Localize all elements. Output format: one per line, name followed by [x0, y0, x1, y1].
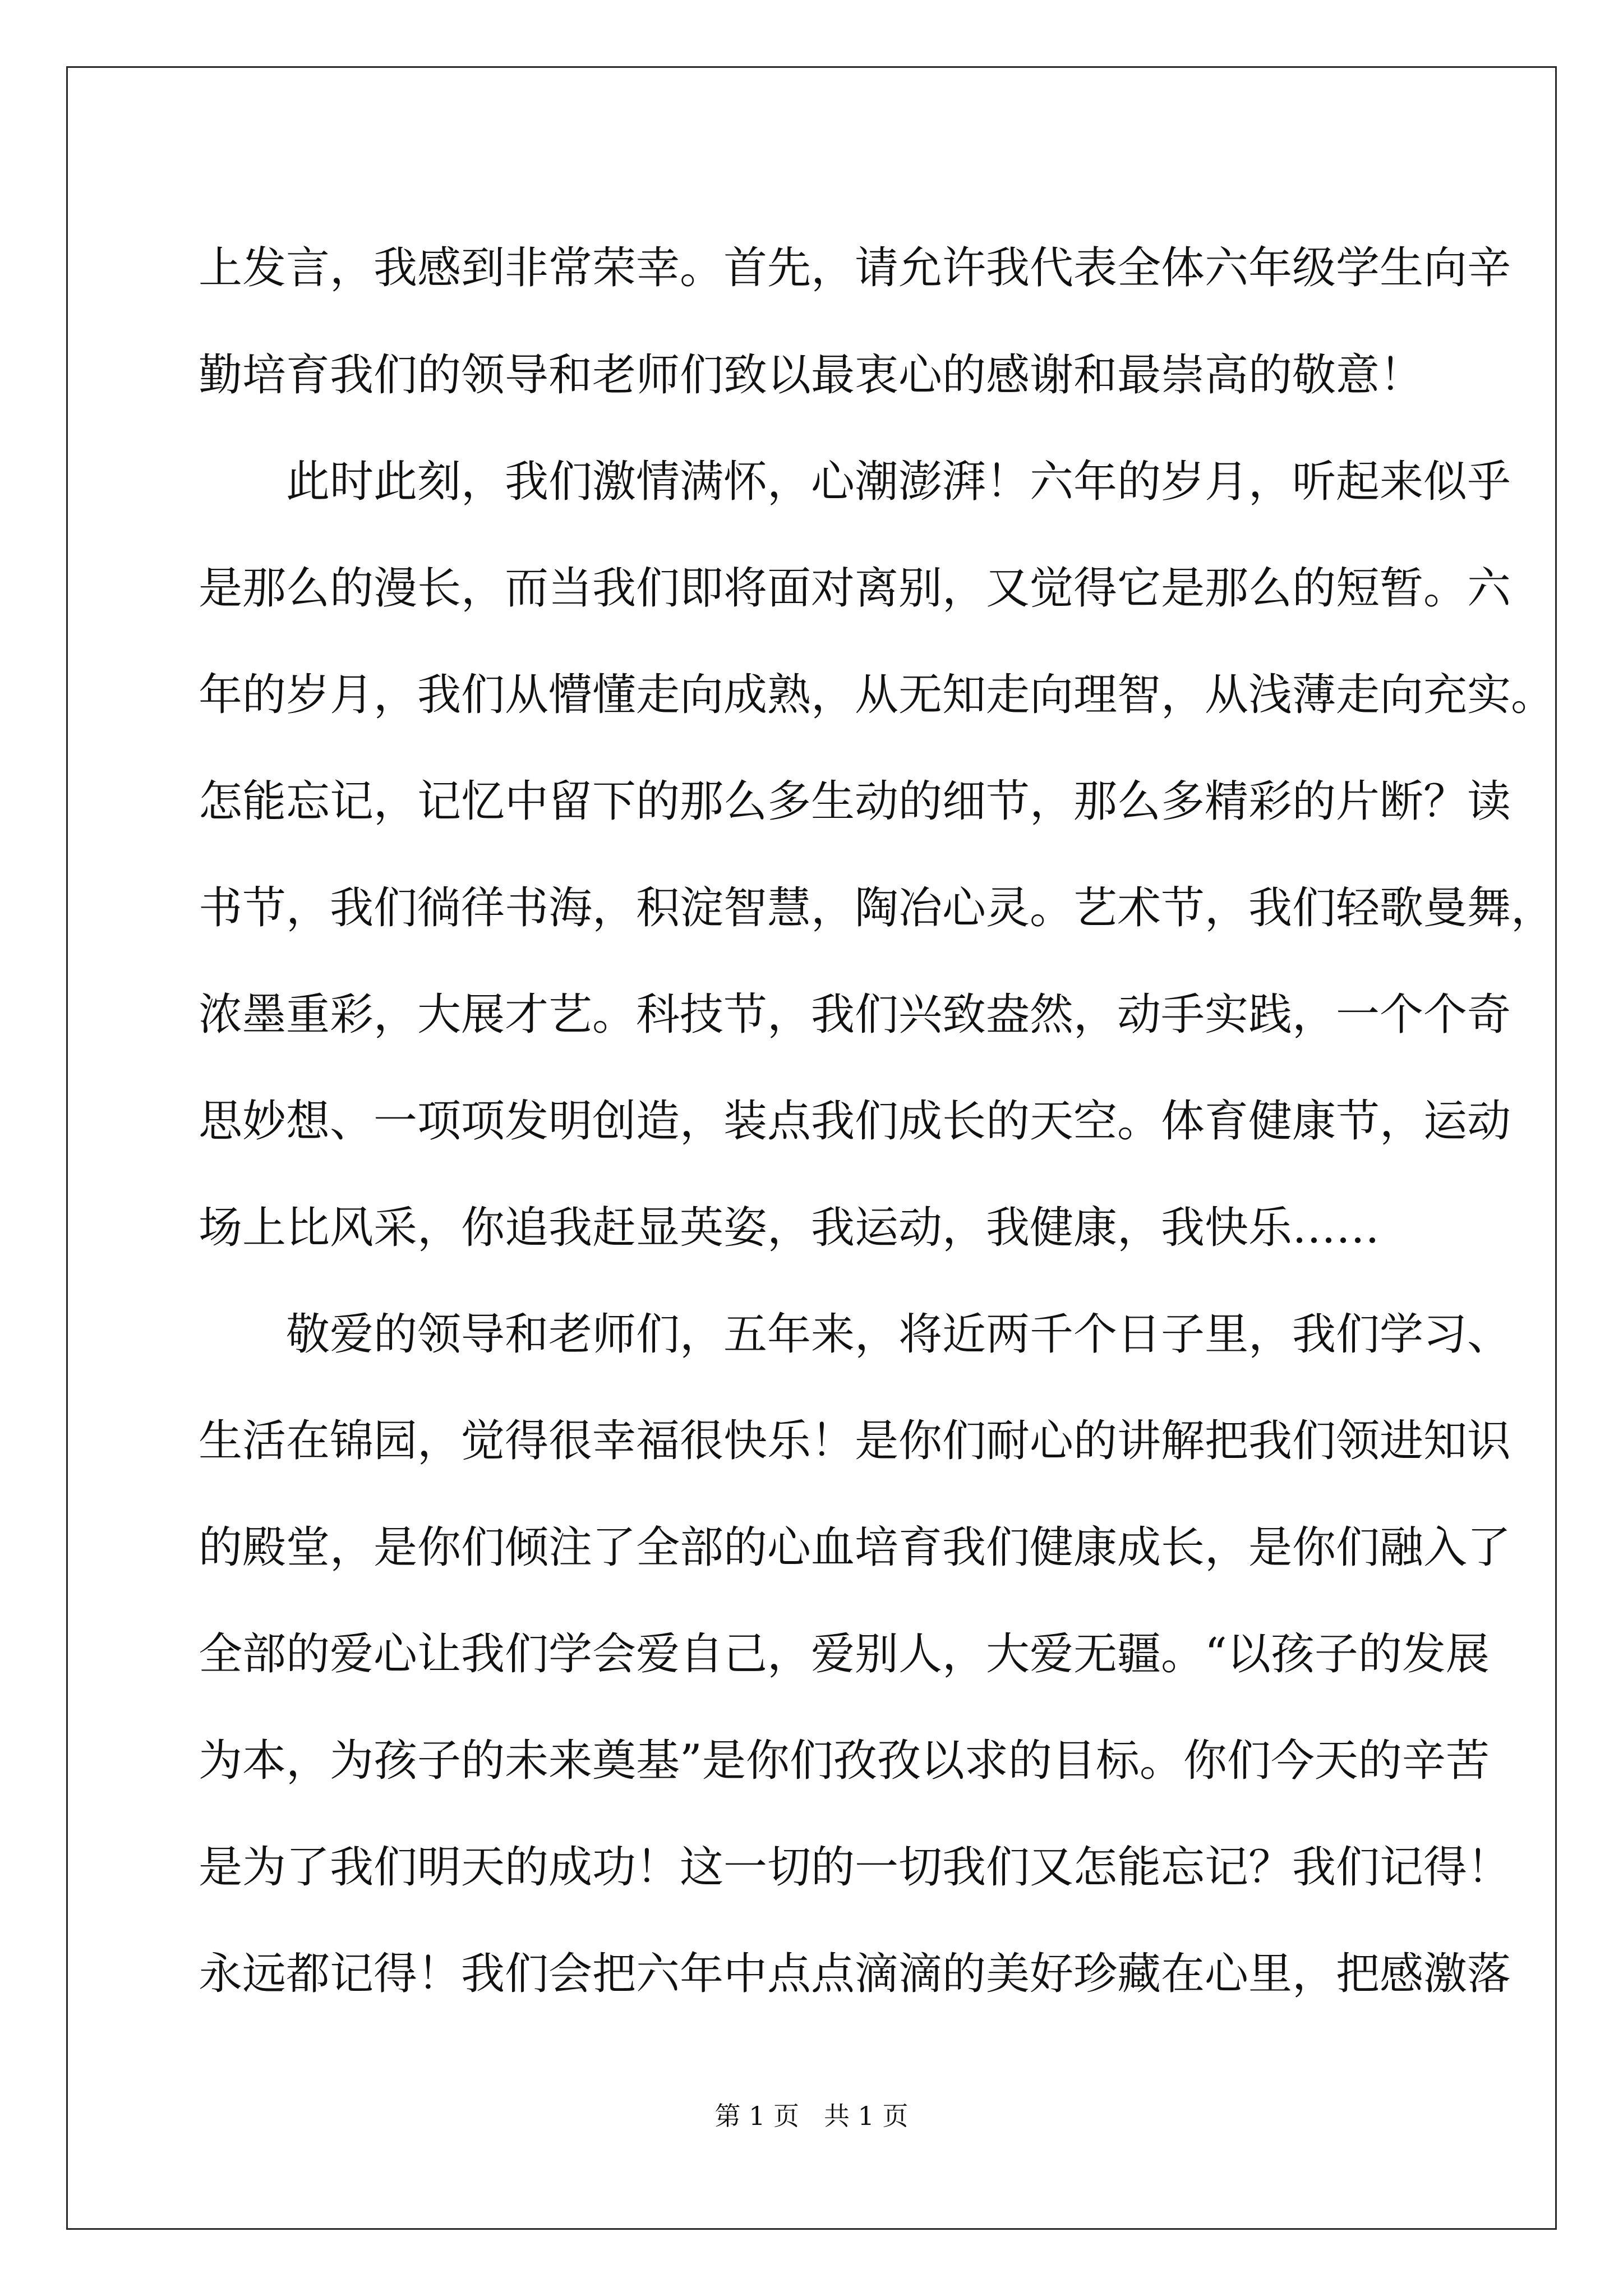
text-line: 书节，我们徜徉书海，积淀智慧，陶冶心灵。艺术节，我们轻歌曼舞，: [199, 883, 1555, 933]
page-number: 第 1 页: [714, 2101, 799, 2131]
text-line: 浓墨重彩，大展才艺。科技节，我们兴致盎然，动手实践，一个个奇: [199, 990, 1511, 1040]
text-line: 敬爱的领导和老师们，五年来，将近两千个日子里，我们学习、: [286, 1309, 1511, 1360]
text-line: 思妙想、一项项发明创造，装点我们成长的天空。体育健康节，运动: [199, 1096, 1511, 1147]
text-line: 是为了我们明天的成功！这一切的一切我们又怎能忘记？我们记得！: [199, 1842, 1511, 1893]
text-line: 此时此刻，我们激情满怀，心潮澎湃！六年的岁月，听起来似乎: [286, 457, 1511, 507]
text-line: 场上比风采，你追我赶显英姿，我运动，我健康，我快乐……: [199, 1203, 1380, 1253]
text-line: 怎能忘记，记忆中留下的那么多生动的细节，那么多精彩的片断？读: [199, 776, 1511, 827]
page-footer: [0, 2099, 1623, 2133]
text-line: 上发言，我感到非常荣幸。首先，请允许我代表全体六年级学生向辛: [199, 243, 1511, 293]
text-line: 勤培育我们的领导和老师们致以最衷心的感谢和最崇高的敬意！: [199, 350, 1424, 401]
text-line: 永远都记得！我们会把六年中点点滴滴的美好珍藏在心里，把感激落: [199, 1949, 1511, 1999]
text-line: 全部的爱心让我们学会爱自己，爱别人，大爱无疆。“以孩子的发展: [199, 1629, 1490, 1680]
page-total: 共 1 页: [824, 2101, 909, 2131]
document-body: [199, 214, 1555, 2027]
text-line: 为本，为孩子的未来奠基”是你们孜孜以求的目标。你们今天的辛苦: [199, 1736, 1490, 1786]
text-line: 的殿堂，是你们倾注了全部的心血培育我们健康成长，是你们融入了: [199, 1522, 1511, 1573]
text-line: 是那么的漫长，而当我们即将面对离别，又觉得它是那么的短暂。六: [199, 563, 1511, 614]
text-line: 生活在锦园，觉得很幸福很快乐！是你们耐心的讲解把我们领进知识: [199, 1416, 1511, 1466]
text-line: 年的岁月，我们从懵懂走向成熟，从无知走向理智，从浅薄走向充实。: [199, 670, 1555, 720]
